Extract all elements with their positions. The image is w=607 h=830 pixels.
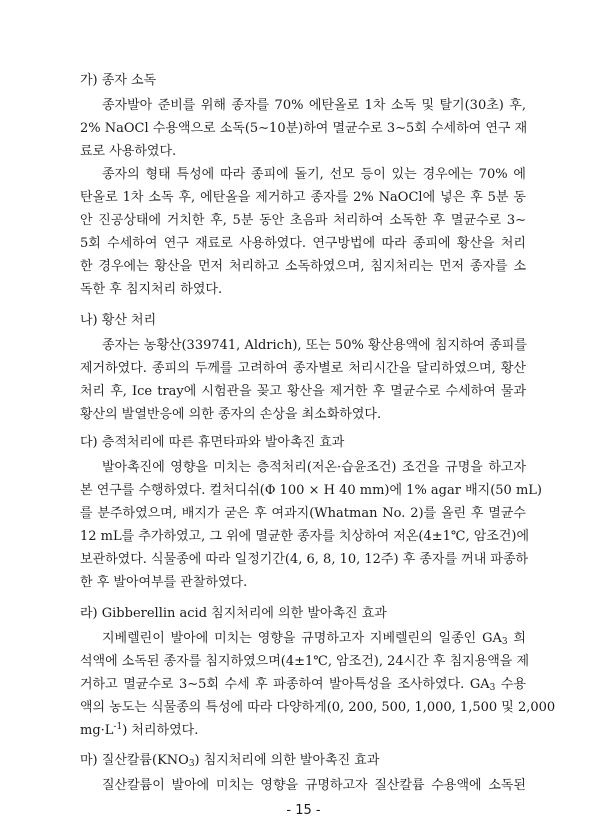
- heading-text: 마) 질산칼륨(KNO: [80, 753, 189, 768]
- body-text: 지베렐린이 발아에 미치는 영향을 규명하고자 지베렐린의 일종인 GA: [102, 631, 502, 646]
- body-line: 한 후 발아여부를 관찰하였다.: [80, 575, 248, 590]
- section-heading-na: 나) 황산 처리: [80, 313, 157, 328]
- body-line: 12 mL를 추가하였고, 그 위에 멸균한 종자를 치상하여 저온(4±1℃, 암조건)에: [80, 529, 530, 544]
- body-line: 5회 수세하여 연구 재료로 사용하였다. 연구방법에 따라 종피에 황산을 처리: [80, 236, 526, 251]
- subscript: 3: [501, 637, 508, 647]
- body-line: 를 분주하였으며, 배지가 굳은 후 여과지(Whatman No. 2)를 올린 후 멸균수: [80, 506, 526, 521]
- section-heading-ra: 라) Gibberellin acid 침지처리에 의한 발아촉진 효과: [80, 606, 387, 621]
- section-heading-ma: [80, 753, 379, 769]
- superscript: -1: [113, 722, 123, 732]
- body-text: 수용: [495, 677, 526, 692]
- body-line: 탄올로 1차 소독 후, 에탄올을 제거하고 종자를 2% NaOCl에 넣은 후 5분 동: [80, 190, 526, 205]
- body-line: [80, 723, 526, 739]
- subscript: 3: [489, 683, 496, 693]
- body-line: 본 연구를 수행하였다. 컬처디쉬(Φ 100 × H 40 mm)에 1% agar 배지(50 mL): [80, 483, 542, 498]
- subscript: 3: [188, 759, 195, 769]
- body-line: 독한 후 침지처리 하였다.: [80, 282, 223, 297]
- body-line: 안 진공상태에 거치한 후, 5분 동안 초음파 처리하여 소독한 후 멸균수로 3∼: [80, 213, 526, 228]
- body-line: 종자는 농황산(339741, Aldrich), 또는 50% 황산용액에 침지하여 종피를: [102, 338, 527, 353]
- body-text: mg·L: [80, 723, 114, 738]
- body-line: [102, 631, 526, 647]
- section-heading-ga: 가) 종자 소독: [80, 73, 157, 88]
- section-heading-da: 다) 층적처리에 따른 휴면타파와 발아촉진 효과: [80, 435, 345, 450]
- body-line: 황산의 발열반응에 의한 종자의 손상을 최소화하였다.: [80, 407, 382, 422]
- body-line: 처리 후, Ice tray에 시험관을 꽂고 황산을 제거한 후 멸균수로 수세하여 물과: [80, 384, 526, 399]
- body-line: 발아촉진에 영향을 미치는 층적처리(저온·습윤조건) 조건을 규명을 하고자: [102, 460, 526, 475]
- body-line: 종자의 형태 특성에 따라 종피에 돌기, 선모 등이 있는 경우에는 70% 에: [102, 167, 526, 182]
- body-line: 한 경우에는 황산을 먼저 처리하고 소독하였으며, 침지처리는 먼저 종자를 소: [80, 259, 526, 274]
- page-number: - 15 -: [286, 803, 321, 818]
- body-line: 석액에 소독된 종자를 침지하였으며(4±1℃, 암조건), 24시간 후 침지용액을 제: [80, 654, 530, 669]
- heading-text: ) 침지처리에 의한 발아촉진 효과: [194, 753, 380, 768]
- body-line: 종자발아 준비를 위해 종자를 70% 에탄올로 1차 소독 및 탈기(30초) 후,: [102, 98, 526, 113]
- body-text: ) 처리하였다.: [122, 723, 199, 738]
- body-line: 료로 사용하였다.: [80, 144, 177, 159]
- body-text: 희: [507, 631, 526, 646]
- body-line: 질산칼륨이 발아에 미치는 영향을 규명하고자 질산칼륨 수용액에 소독된: [102, 778, 526, 793]
- body-line: 거하고 멸균수로 3∼5회 수세 후 파종하여 발아특성을 조사하였다. $GA_3$ 수용: [80, 677, 526, 693]
- body-line: 제거하였다. 종피의 두께를 고려하여 종자별로 처리시간을 달리하였으며, 황산: [80, 361, 526, 376]
- body-line: 2% NaOCl 수용액으로 소독(5∼10분)하여 멸균수로 3∼5회 수세하여 연구 재: [80, 121, 528, 136]
- body-line: 보관하였다. 식물종에 따라 일정기간(4, 6, 8, 10, 12주) 후 종자를 꺼내 파종하: [80, 552, 529, 567]
- body-line: 액의 농도는 식물종의 특성에 따라 다양하게(0, 200, 500, 1,000, 1,500 및 2,000: [80, 700, 556, 715]
